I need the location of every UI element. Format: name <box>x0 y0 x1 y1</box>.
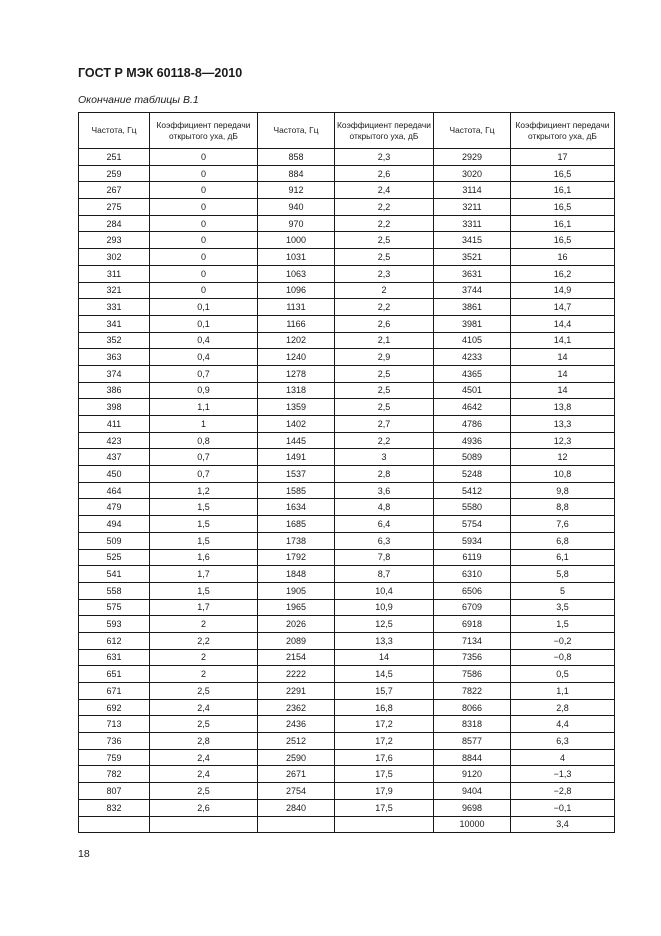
frequency-cell: 940 <box>258 199 335 216</box>
gain-cell: 4 <box>511 749 615 766</box>
gain-cell: 14 <box>511 349 615 366</box>
frequency-gain-table <box>78 112 615 833</box>
gain-cell: 2,5 <box>335 399 434 416</box>
frequency-cell: 692 <box>79 699 150 716</box>
gain-cell: 2,6 <box>335 315 434 332</box>
page-number: 18 <box>78 848 90 860</box>
gain-cell: 17,5 <box>335 799 434 816</box>
gain-cell: 0 <box>150 265 258 282</box>
gain-cell: 2,1 <box>335 332 434 349</box>
frequency-cell: 1848 <box>258 566 335 583</box>
gain-cell: 16,8 <box>335 699 434 716</box>
gain-cell: 1,7 <box>150 566 258 583</box>
frequency-cell: 2026 <box>258 616 335 633</box>
gain-cell: 2,4 <box>150 749 258 766</box>
gain-cell: 2,5 <box>335 249 434 266</box>
frequency-cell: 575 <box>79 599 150 616</box>
frequency-cell: 593 <box>79 616 150 633</box>
table-row <box>79 199 615 216</box>
gain-cell: −2,8 <box>511 783 615 800</box>
frequency-cell: 651 <box>79 666 150 683</box>
frequency-cell: 437 <box>79 449 150 466</box>
gain-cell: 1,2 <box>150 482 258 499</box>
gain-cell: −0,2 <box>511 632 615 649</box>
frequency-cell: 970 <box>258 215 335 232</box>
table-row <box>79 733 615 750</box>
gain-cell: 17,6 <box>335 749 434 766</box>
table-row <box>79 532 615 549</box>
gain-cell: −0,1 <box>511 799 615 816</box>
gain-cell: 16,5 <box>511 199 615 216</box>
frequency-cell: 9120 <box>434 766 511 783</box>
gain-cell: 0 <box>150 165 258 182</box>
table-row <box>79 716 615 733</box>
gain-cell: 2,2 <box>335 215 434 232</box>
gain-cell: 14,1 <box>511 332 615 349</box>
frequency-cell: 1965 <box>258 599 335 616</box>
gain-cell: 0,5 <box>511 666 615 683</box>
gain-cell: 6,4 <box>335 516 434 533</box>
frequency-cell: 2512 <box>258 733 335 750</box>
gain-cell: 14 <box>511 382 615 399</box>
gain-cell: 14,5 <box>335 666 434 683</box>
frequency-cell: 1063 <box>258 265 335 282</box>
frequency-cell: 7134 <box>434 632 511 649</box>
gain-cell: 12,3 <box>511 432 615 449</box>
frequency-cell: 1792 <box>258 549 335 566</box>
frequency-cell: 374 <box>79 365 150 382</box>
gain-cell: 0,1 <box>150 299 258 316</box>
table-row <box>79 666 615 683</box>
gain-cell: 10,8 <box>511 466 615 483</box>
frequency-cell: 4786 <box>434 416 511 433</box>
gain-cell: 12,5 <box>335 616 434 633</box>
gain-cell: −0,8 <box>511 649 615 666</box>
frequency-cell: 5934 <box>434 532 511 549</box>
frequency-cell: 423 <box>79 432 150 449</box>
gain-cell: 0 <box>150 232 258 249</box>
gain-cell: 10,9 <box>335 599 434 616</box>
table-row <box>79 165 615 182</box>
table-row <box>79 265 615 282</box>
gain-cell: 16 <box>511 249 615 266</box>
frequency-cell: 1738 <box>258 532 335 549</box>
gain-cell: 2,8 <box>335 466 434 483</box>
frequency-cell: 464 <box>79 482 150 499</box>
table-row <box>79 549 615 566</box>
frequency-cell: 5580 <box>434 499 511 516</box>
frequency-cell: 1202 <box>258 332 335 349</box>
gain-cell: 13,8 <box>511 399 615 416</box>
frequency-cell: 6310 <box>434 566 511 583</box>
frequency-cell: 6709 <box>434 599 511 616</box>
frequency-cell: 6119 <box>434 549 511 566</box>
gain-cell: 7,6 <box>511 516 615 533</box>
table-row <box>79 632 615 649</box>
frequency-cell: 1131 <box>258 299 335 316</box>
frequency-cell: 311 <box>79 265 150 282</box>
gain-cell: 16,1 <box>511 182 615 199</box>
frequency-cell: 807 <box>79 783 150 800</box>
gain-cell: 0,8 <box>150 432 258 449</box>
frequency-cell: 612 <box>79 632 150 649</box>
table-row <box>79 799 615 816</box>
frequency-cell: 1402 <box>258 416 335 433</box>
frequency-cell: 341 <box>79 315 150 332</box>
gain-cell: 0,7 <box>150 365 258 382</box>
gain-cell: 14 <box>511 365 615 382</box>
frequency-cell: 10000 <box>434 816 511 833</box>
table-row <box>79 699 615 716</box>
frequency-cell: 1905 <box>258 582 335 599</box>
frequency-cell: 5412 <box>434 482 511 499</box>
column-header-frequency-3: Частота, Гц <box>434 113 511 149</box>
gain-cell: 17 <box>511 149 615 166</box>
gain-cell: 2,3 <box>335 149 434 166</box>
gain-cell: 2,5 <box>150 783 258 800</box>
gain-cell: 1 <box>150 416 258 433</box>
frequency-cell: 479 <box>79 499 150 516</box>
frequency-cell: 1278 <box>258 365 335 382</box>
frequency-cell: 2222 <box>258 666 335 683</box>
gain-cell: 7,8 <box>335 549 434 566</box>
frequency-cell: 736 <box>79 733 150 750</box>
frequency-cell: 1096 <box>258 282 335 299</box>
gain-cell: 1,5 <box>150 582 258 599</box>
frequency-cell: 331 <box>79 299 150 316</box>
frequency-cell: 782 <box>79 766 150 783</box>
gain-cell: 15,7 <box>335 683 434 700</box>
frequency-cell: 8318 <box>434 716 511 733</box>
frequency-cell: 275 <box>79 199 150 216</box>
gain-cell: 2,8 <box>150 733 258 750</box>
column-header-gain-1: Коэффициент передачи открытого уха, дБ <box>150 113 258 149</box>
frequency-cell: 8577 <box>434 733 511 750</box>
frequency-cell: 671 <box>79 683 150 700</box>
gain-cell: 2 <box>150 616 258 633</box>
gain-cell: 6,3 <box>335 532 434 549</box>
gain-cell: 3,4 <box>511 816 615 833</box>
gain-cell: 16,2 <box>511 265 615 282</box>
column-header-frequency-1: Частота, Гц <box>79 113 150 149</box>
table-row <box>79 315 615 332</box>
table-row <box>79 365 615 382</box>
gain-cell: 13,3 <box>511 416 615 433</box>
frequency-cell: 1240 <box>258 349 335 366</box>
gain-cell: 3,6 <box>335 482 434 499</box>
frequency-cell: 3631 <box>434 265 511 282</box>
table-body <box>79 149 615 833</box>
frequency-cell: 631 <box>79 649 150 666</box>
table-header-row <box>79 113 615 149</box>
gain-cell: 3,5 <box>511 599 615 616</box>
frequency-cell: 7356 <box>434 649 511 666</box>
table-row <box>79 749 615 766</box>
gain-cell: 5,8 <box>511 566 615 583</box>
frequency-cell: 5248 <box>434 466 511 483</box>
frequency-cell: 321 <box>79 282 150 299</box>
gain-cell: 2,5 <box>335 382 434 399</box>
frequency-cell: 2089 <box>258 632 335 649</box>
gain-cell: 4,8 <box>335 499 434 516</box>
frequency-cell <box>258 816 335 833</box>
frequency-cell: 386 <box>79 382 150 399</box>
gain-cell: 5 <box>511 582 615 599</box>
table-row <box>79 616 615 633</box>
frequency-cell: 2436 <box>258 716 335 733</box>
frequency-cell: 6506 <box>434 582 511 599</box>
table-caption: Окончание таблицы В.1 <box>78 94 199 106</box>
frequency-cell: 912 <box>258 182 335 199</box>
frequency-cell: 3521 <box>434 249 511 266</box>
table-row <box>79 516 615 533</box>
gain-cell: 0 <box>150 199 258 216</box>
gain-cell: 0 <box>150 282 258 299</box>
gain-cell: 2,4 <box>150 699 258 716</box>
table-row <box>79 816 615 833</box>
gain-cell: 6,1 <box>511 549 615 566</box>
frequency-cell: 9698 <box>434 799 511 816</box>
gain-cell: 6,3 <box>511 733 615 750</box>
frequency-cell: 525 <box>79 549 150 566</box>
gain-cell: 2 <box>150 666 258 683</box>
table-row <box>79 683 615 700</box>
gain-cell <box>335 816 434 833</box>
frequency-cell: 5754 <box>434 516 511 533</box>
table-row <box>79 566 615 583</box>
frequency-cell: 4233 <box>434 349 511 366</box>
gain-cell: 2,4 <box>150 766 258 783</box>
gain-cell: 16,5 <box>511 232 615 249</box>
gain-cell: 2 <box>335 282 434 299</box>
gain-cell: 2,6 <box>335 165 434 182</box>
frequency-cell: 3415 <box>434 232 511 249</box>
gain-cell: 17,2 <box>335 733 434 750</box>
frequency-cell: 1318 <box>258 382 335 399</box>
gain-cell: 17,9 <box>335 783 434 800</box>
frequency-cell: 4936 <box>434 432 511 449</box>
frequency-cell: 398 <box>79 399 150 416</box>
gain-cell: 0,1 <box>150 315 258 332</box>
frequency-cell: 2671 <box>258 766 335 783</box>
column-header-frequency-2: Частота, Гц <box>258 113 335 149</box>
frequency-cell: 1491 <box>258 449 335 466</box>
gain-cell: 9,8 <box>511 482 615 499</box>
gain-cell: 12 <box>511 449 615 466</box>
gain-cell: 2 <box>150 649 258 666</box>
gain-cell: 17,5 <box>335 766 434 783</box>
frequency-cell: 251 <box>79 149 150 166</box>
gain-cell: 2,5 <box>150 716 258 733</box>
gain-cell: 13,3 <box>335 632 434 649</box>
frequency-cell: 3211 <box>434 199 511 216</box>
frequency-cell: 3861 <box>434 299 511 316</box>
table-row <box>79 299 615 316</box>
frequency-cell: 284 <box>79 215 150 232</box>
gain-cell: 2,7 <box>335 416 434 433</box>
frequency-cell: 7822 <box>434 683 511 700</box>
frequency-cell: 884 <box>258 165 335 182</box>
gain-cell: 0 <box>150 149 258 166</box>
gain-cell: 3 <box>335 449 434 466</box>
table-row <box>79 449 615 466</box>
gain-cell: 0,7 <box>150 466 258 483</box>
gain-cell: 14,7 <box>511 299 615 316</box>
gain-cell: 1,5 <box>150 532 258 549</box>
gain-cell: 2,9 <box>335 349 434 366</box>
table-row <box>79 649 615 666</box>
frequency-cell: 858 <box>258 149 335 166</box>
frequency-cell: 2291 <box>258 683 335 700</box>
frequency-cell: 1537 <box>258 466 335 483</box>
gain-cell: 14,4 <box>511 315 615 332</box>
frequency-cell: 1000 <box>258 232 335 249</box>
gain-cell: 2,2 <box>335 199 434 216</box>
frequency-cell: 5089 <box>434 449 511 466</box>
gain-cell: 2,4 <box>335 182 434 199</box>
frequency-cell <box>79 816 150 833</box>
frequency-cell: 541 <box>79 566 150 583</box>
frequency-cell: 1634 <box>258 499 335 516</box>
frequency-cell: 3744 <box>434 282 511 299</box>
table-row <box>79 399 615 416</box>
frequency-cell: 3981 <box>434 315 511 332</box>
frequency-cell: 293 <box>79 232 150 249</box>
gain-cell: 16,1 <box>511 215 615 232</box>
gain-cell: 2,2 <box>335 432 434 449</box>
frequency-cell: 2929 <box>434 149 511 166</box>
table-row <box>79 466 615 483</box>
gain-cell: 1,1 <box>511 683 615 700</box>
table-row <box>79 766 615 783</box>
frequency-cell: 4642 <box>434 399 511 416</box>
frequency-cell: 558 <box>79 582 150 599</box>
gain-cell: 0,7 <box>150 449 258 466</box>
table-row <box>79 232 615 249</box>
table-row <box>79 215 615 232</box>
frequency-cell: 1166 <box>258 315 335 332</box>
table-row <box>79 432 615 449</box>
gain-cell: 2,3 <box>335 265 434 282</box>
frequency-cell: 450 <box>79 466 150 483</box>
table-row <box>79 482 615 499</box>
frequency-cell: 3020 <box>434 165 511 182</box>
table-row <box>79 783 615 800</box>
gain-cell: 8,7 <box>335 566 434 583</box>
frequency-cell: 759 <box>79 749 150 766</box>
gain-cell: 0 <box>150 215 258 232</box>
frequency-cell: 1031 <box>258 249 335 266</box>
table-row <box>79 416 615 433</box>
table-row <box>79 249 615 266</box>
frequency-cell: 6918 <box>434 616 511 633</box>
frequency-cell: 2154 <box>258 649 335 666</box>
gain-cell: 0 <box>150 249 258 266</box>
document-title: ГОСТ Р МЭК 60118-8—2010 <box>78 66 243 80</box>
gain-cell: 2,5 <box>150 683 258 700</box>
frequency-cell: 1585 <box>258 482 335 499</box>
gain-cell: 1,7 <box>150 599 258 616</box>
frequency-cell: 259 <box>79 165 150 182</box>
frequency-cell: 1359 <box>258 399 335 416</box>
frequency-cell: 1685 <box>258 516 335 533</box>
gain-cell <box>150 816 258 833</box>
gain-cell: 16,5 <box>511 165 615 182</box>
gain-cell: 1,6 <box>150 549 258 566</box>
gain-cell: 0 <box>150 182 258 199</box>
gain-cell: 14 <box>335 649 434 666</box>
column-header-gain-3: Коэффициент передачи открытого уха, дБ <box>511 113 615 149</box>
table-row <box>79 182 615 199</box>
gain-cell: 14,9 <box>511 282 615 299</box>
gain-cell: 0,9 <box>150 382 258 399</box>
frequency-cell: 352 <box>79 332 150 349</box>
gain-cell: 0,4 <box>150 349 258 366</box>
frequency-cell: 302 <box>79 249 150 266</box>
gain-cell: 1,5 <box>150 499 258 516</box>
gain-cell: 0,4 <box>150 332 258 349</box>
table-row <box>79 349 615 366</box>
gain-cell: 2,5 <box>335 365 434 382</box>
table-row <box>79 499 615 516</box>
frequency-cell: 2840 <box>258 799 335 816</box>
frequency-cell: 494 <box>79 516 150 533</box>
frequency-cell: 363 <box>79 349 150 366</box>
gain-cell: 2,5 <box>335 232 434 249</box>
gain-cell: 8,8 <box>511 499 615 516</box>
frequency-cell: 267 <box>79 182 150 199</box>
frequency-cell: 411 <box>79 416 150 433</box>
gain-cell: 2,8 <box>511 699 615 716</box>
table-row <box>79 582 615 599</box>
frequency-cell: 3311 <box>434 215 511 232</box>
gain-cell: 1,5 <box>150 516 258 533</box>
frequency-cell: 832 <box>79 799 150 816</box>
frequency-cell: 2362 <box>258 699 335 716</box>
table-row <box>79 149 615 166</box>
gain-cell: 10,4 <box>335 582 434 599</box>
frequency-cell: 4105 <box>434 332 511 349</box>
frequency-cell: 3114 <box>434 182 511 199</box>
table-row <box>79 332 615 349</box>
frequency-cell: 4365 <box>434 365 511 382</box>
gain-cell: −1,3 <box>511 766 615 783</box>
frequency-cell: 713 <box>79 716 150 733</box>
frequency-cell: 7586 <box>434 666 511 683</box>
frequency-cell: 8066 <box>434 699 511 716</box>
frequency-cell: 509 <box>79 532 150 549</box>
column-header-gain-2: Коэффициент передачи открытого уха, дБ <box>335 113 434 149</box>
table-row <box>79 599 615 616</box>
frequency-cell: 4501 <box>434 382 511 399</box>
frequency-cell: 2590 <box>258 749 335 766</box>
frequency-cell: 2754 <box>258 783 335 800</box>
gain-cell: 1,5 <box>511 616 615 633</box>
frequency-cell: 9404 <box>434 783 511 800</box>
gain-cell: 17,2 <box>335 716 434 733</box>
gain-cell: 2,2 <box>335 299 434 316</box>
table-row <box>79 282 615 299</box>
gain-cell: 4,4 <box>511 716 615 733</box>
table-row <box>79 382 615 399</box>
frequency-cell: 8844 <box>434 749 511 766</box>
frequency-cell: 1445 <box>258 432 335 449</box>
gain-cell: 2,2 <box>150 632 258 649</box>
gain-cell: 2,6 <box>150 799 258 816</box>
gain-cell: 1,1 <box>150 399 258 416</box>
gain-cell: 6,8 <box>511 532 615 549</box>
